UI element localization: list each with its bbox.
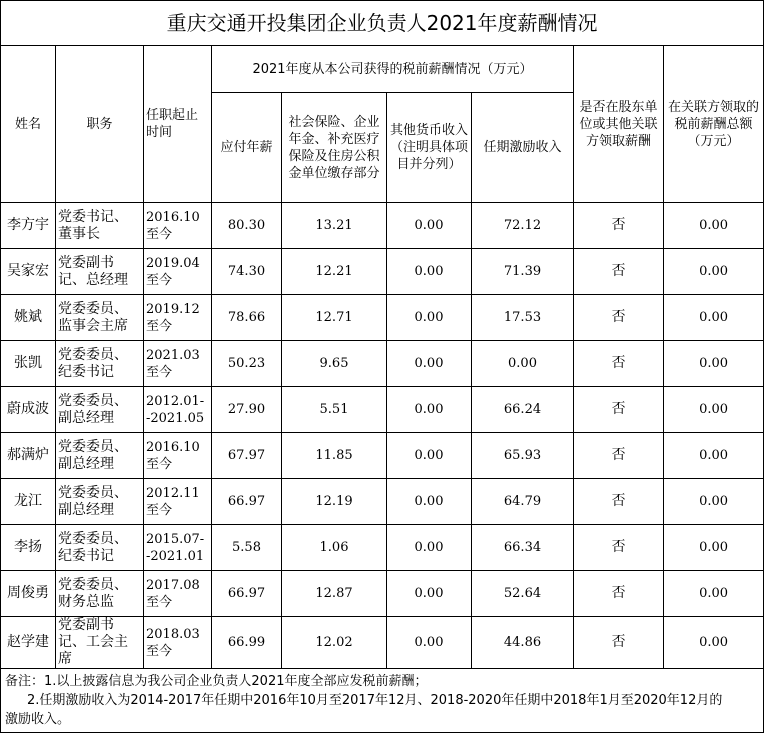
person-name-cell: 李扬	[1, 525, 56, 571]
incentive-income-cell: 0.00	[472, 341, 574, 387]
social-insurance-cell: 9.65	[282, 341, 387, 387]
related-party-cell: 否	[574, 203, 664, 249]
related-total-cell: 0.00	[664, 387, 764, 433]
person-name-cell: 张凯	[1, 341, 56, 387]
person-name-cell: 龙江	[1, 479, 56, 525]
related-total-cell: 0.00	[664, 433, 764, 479]
other-income-cell: 0.00	[387, 295, 472, 341]
related-party-cell: 否	[574, 295, 664, 341]
position-cell: 党委委员、监事会主席	[56, 295, 144, 341]
tenure-cell: 2019.04至今	[144, 249, 212, 295]
related-party-cell: 否	[574, 479, 664, 525]
related-total-cell: 0.00	[664, 295, 764, 341]
tenure-cell: 2016.10至今	[144, 433, 212, 479]
table-row	[1, 617, 764, 669]
tenure-cell: 2016.10至今	[144, 203, 212, 249]
header-salary-group: 2021年度从本公司获得的税前薪酬情况（万元）	[212, 46, 574, 93]
related-party-cell: 否	[574, 433, 664, 479]
social-insurance-cell: 13.21	[282, 203, 387, 249]
annual-salary-cell: 74.30	[212, 249, 282, 295]
related-total-cell: 0.00	[664, 341, 764, 387]
social-insurance-cell: 5.51	[282, 387, 387, 433]
tenure-cell: 2019.12至今	[144, 295, 212, 341]
social-insurance-cell: 1.06	[282, 525, 387, 571]
position-cell: 党委委员、副总经理	[56, 433, 144, 479]
annual-salary-cell: 27.90	[212, 387, 282, 433]
table-row	[1, 571, 764, 617]
header-annual-salary: 应付年薪	[212, 93, 282, 203]
notes	[1, 669, 764, 733]
tenure-cell: 2017.08至今	[144, 571, 212, 617]
table-row	[1, 203, 764, 249]
person-name-cell: 姚斌	[1, 295, 56, 341]
incentive-income-cell: 65.93	[472, 433, 574, 479]
table-row	[1, 433, 764, 479]
other-income-cell: 0.00	[387, 479, 472, 525]
incentive-income-cell: 66.24	[472, 387, 574, 433]
position-cell: 党委副书记、工会主席	[56, 617, 144, 669]
social-insurance-cell: 12.02	[282, 617, 387, 669]
related-total-cell: 0.00	[664, 203, 764, 249]
related-total-cell: 0.00	[664, 617, 764, 669]
social-insurance-cell: 12.71	[282, 295, 387, 341]
page-title: 重庆交通开投集团企业负责人2021年度薪酬情况	[1, 1, 764, 46]
note-line: 备注：1.以上披露信息为我公司企业负责人2021年度全部应发税前薪酬；	[5, 674, 428, 689]
header-tenure: 任职起止时间	[144, 46, 212, 203]
other-income-cell: 0.00	[387, 571, 472, 617]
annual-salary-cell: 66.99	[212, 617, 282, 669]
table-row	[1, 479, 764, 525]
annual-salary-cell: 66.97	[212, 571, 282, 617]
tenure-cell: 2015.07--2021.01	[144, 525, 212, 571]
social-insurance-cell: 11.85	[282, 433, 387, 479]
position-cell: 党委委员、纪委书记	[56, 341, 144, 387]
tenure-cell: 2012.01--2021.05	[144, 387, 212, 433]
position-cell: 党委副书记、总经理	[56, 249, 144, 295]
header-position: 职务	[56, 46, 144, 203]
related-party-cell: 否	[574, 249, 664, 295]
other-income-cell: 0.00	[387, 617, 472, 669]
related-party-cell: 否	[574, 387, 664, 433]
incentive-income-cell: 64.79	[472, 479, 574, 525]
header-other-income: 其他货币收入（注明具体项目并分列）	[387, 93, 472, 203]
related-party-cell: 否	[574, 617, 664, 669]
incentive-income-cell: 17.53	[472, 295, 574, 341]
other-income-cell: 0.00	[387, 525, 472, 571]
header-related-total: 在关联方领取的税前薪酬总额（万元）	[664, 46, 764, 203]
other-income-cell: 0.00	[387, 249, 472, 295]
position-cell: 党委委员、财务总监	[56, 571, 144, 617]
header-related-party: 是否在股东单位或其他关联方领取薪酬	[574, 46, 664, 203]
header-social-insurance: 社会保险、企业年金、补充医疗保险及住房公积金单位缴存部分	[282, 93, 387, 203]
social-insurance-cell: 12.21	[282, 249, 387, 295]
social-insurance-cell: 12.19	[282, 479, 387, 525]
annual-salary-cell: 50.23	[212, 341, 282, 387]
person-name-cell: 吴家宏	[1, 249, 56, 295]
header-incentive: 任期激励收入	[472, 93, 574, 203]
position-cell: 党委书记、董事长	[56, 203, 144, 249]
annual-salary-cell: 5.58	[212, 525, 282, 571]
incentive-income-cell: 66.34	[472, 525, 574, 571]
incentive-income-cell: 71.39	[472, 249, 574, 295]
annual-salary-cell: 78.66	[212, 295, 282, 341]
related-total-cell: 0.00	[664, 525, 764, 571]
table-row	[1, 249, 764, 295]
person-name-cell: 蔚成波	[1, 387, 56, 433]
related-party-cell: 否	[574, 341, 664, 387]
table-row	[1, 341, 764, 387]
person-name-cell: 郝满炉	[1, 433, 56, 479]
other-income-cell: 0.00	[387, 387, 472, 433]
related-total-cell: 0.00	[664, 249, 764, 295]
position-cell: 党委委员、纪委书记	[56, 525, 144, 571]
tenure-cell: 2018.03至今	[144, 617, 212, 669]
other-income-cell: 0.00	[387, 341, 472, 387]
related-total-cell: 0.00	[664, 479, 764, 525]
header-name: 姓名	[1, 46, 56, 203]
tenure-cell: 2012.11至今	[144, 479, 212, 525]
annual-salary-cell: 67.97	[212, 433, 282, 479]
position-cell: 党委委员、副总经理	[56, 387, 144, 433]
incentive-income-cell: 44.86	[472, 617, 574, 669]
table-row	[1, 295, 764, 341]
note-line: 2.任期激励收入为2014-2017年任期中2016年10月至2017年12月、2018-2020年任期中2018年1月至2020年12月的	[27, 693, 723, 708]
position-cell: 党委委员、副总经理	[56, 479, 144, 525]
related-party-cell: 否	[574, 571, 664, 617]
incentive-income-cell: 72.12	[472, 203, 574, 249]
related-party-cell: 否	[574, 525, 664, 571]
social-insurance-cell: 12.87	[282, 571, 387, 617]
other-income-cell: 0.00	[387, 203, 472, 249]
person-name-cell: 李方宇	[1, 203, 56, 249]
table-row	[1, 525, 764, 571]
related-total-cell: 0.00	[664, 571, 764, 617]
person-name-cell: 赵学建	[1, 617, 56, 669]
table-row	[1, 387, 764, 433]
other-income-cell: 0.00	[387, 433, 472, 479]
person-name-cell: 周俊勇	[1, 571, 56, 617]
incentive-income-cell: 52.64	[472, 571, 574, 617]
note-line: 激励收入。	[5, 712, 71, 727]
tenure-cell: 2021.03至今	[144, 341, 212, 387]
annual-salary-cell: 66.97	[212, 479, 282, 525]
annual-salary-cell: 80.30	[212, 203, 282, 249]
